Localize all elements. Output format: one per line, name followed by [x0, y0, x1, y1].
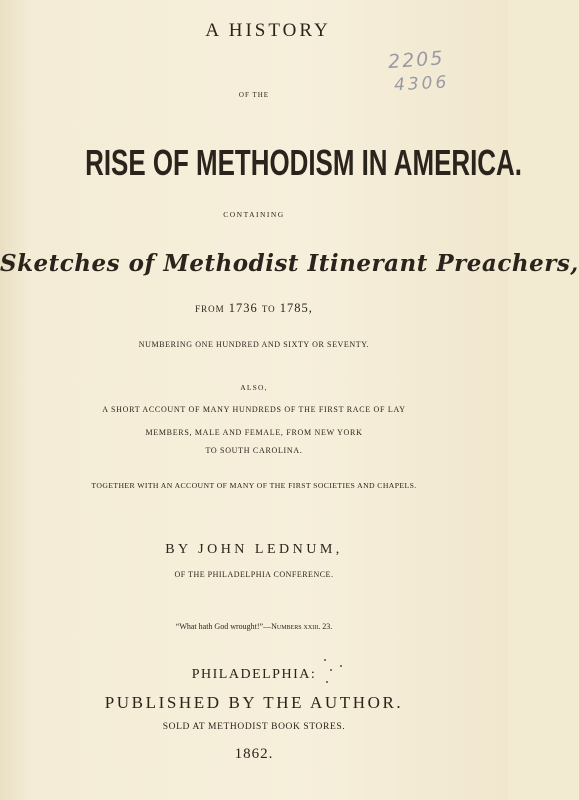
imprint-publisher: PUBLISHED BY THE AUTHOR.: [104, 693, 404, 712]
conference-line: OF THE PHILADELPHIA CONFERENCE.: [174, 570, 334, 579]
of-the-label: OF THE: [238, 91, 270, 99]
short-account-line-2: MEMBERS, MALE AND FEMALE, FROM NEW YORK: [145, 428, 363, 437]
epigraph-text: “What hath God wrought!”—: [175, 622, 272, 631]
main-title: RISE OF METHODISM IN AMERICA.: [85, 142, 522, 183]
handwritten-number-1: 2205: [387, 47, 446, 74]
handwritten-number-2: 4306: [393, 72, 450, 96]
ink-specks: [320, 657, 350, 687]
author-line: BY JOHN LEDNUM,: [165, 542, 343, 557]
numbering-line: NUMBERING ONE HUNDRED AND SIXTY OR SEVENTY.: [138, 340, 370, 349]
also-label: ALSO,: [240, 383, 268, 392]
heading-a-history: A HISTORY: [205, 20, 331, 41]
containing-label: CONTAINING: [223, 210, 285, 219]
epigraph: [0, 622, 508, 631]
short-account-line-3: TO SOUTH CAROLINA.: [205, 446, 303, 455]
epigraph-reference: Numbers xxiii. 23.: [271, 622, 333, 631]
date-range: from 1736 to 1785,: [195, 301, 313, 315]
imprint-sold: SOLD AT METHODIST BOOK STORES.: [162, 722, 346, 732]
imprint-year: 1862.: [234, 746, 274, 762]
short-account-line-1: A SHORT ACCOUNT OF MANY HUNDREDS OF THE FIRST RACE OF LAY: [102, 405, 406, 414]
together-line: TOGETHER WITH AN ACCOUNT OF MANY OF THE FIRST SOCIETIES AND CHAPELS.: [91, 481, 417, 490]
imprint-city: PHILADELPHIA:: [191, 667, 317, 682]
subtitle-sketches: Sketches of Methodist Itinerant Preachers,: [0, 250, 579, 277]
